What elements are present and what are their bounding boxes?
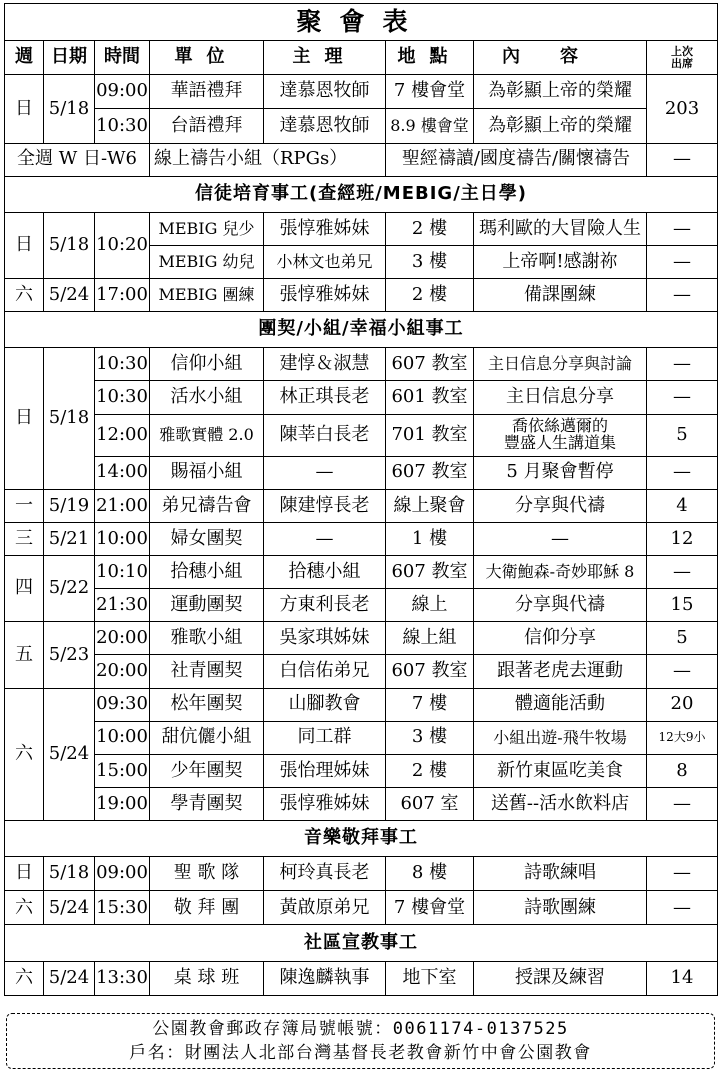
time-cell: 09:00	[95, 857, 150, 891]
unit-cell: 台語禮拜	[150, 109, 264, 143]
attendance-cell: 12大9小	[647, 721, 718, 754]
unit-cell: 少年團契	[150, 754, 264, 787]
host-cell: 同工群	[264, 721, 386, 754]
time-cell: 12:00	[95, 414, 150, 456]
host-cell: 張惇雅姊妹	[264, 279, 386, 312]
host-cell: 山腳教會	[264, 688, 386, 721]
time-cell: 13:30	[95, 961, 150, 995]
host-cell: 達慕恩牧師	[264, 109, 386, 143]
time-cell: 17:00	[95, 279, 150, 312]
table-row	[5, 754, 718, 787]
header-time: 時間	[95, 41, 150, 75]
host-cell: 黃啟原弟兄	[264, 891, 386, 925]
section-heading: 團契/小組/幸福小組事工	[5, 312, 718, 348]
unit-cell: 敬 拜 團	[150, 891, 264, 925]
attendance-cell: 12	[647, 522, 718, 555]
attendance-cell: 15	[647, 589, 718, 622]
attendance-cell: —	[647, 245, 718, 278]
time-cell: 20:00	[95, 655, 150, 688]
table-row	[5, 456, 718, 489]
unit-cell: MEBIG 幼兒	[150, 245, 264, 278]
unit-cell: 線上禱告小組（RPGs）	[150, 143, 386, 176]
attendance-cell: —	[647, 891, 718, 925]
day-cell: 全週 W 日-W6	[5, 143, 150, 176]
unit-cell: MEBIG 團練	[150, 279, 264, 312]
unit-cell: 信仰小組	[150, 348, 264, 381]
table-row	[5, 556, 718, 589]
table-row	[5, 279, 718, 312]
time-cell: 10:30	[95, 381, 150, 414]
place-cell: 2 樓	[386, 212, 474, 245]
host-cell: 建惇＆淑慧	[264, 348, 386, 381]
attendance-cell: —	[647, 212, 718, 245]
unit-cell: 聖 歌 隊	[150, 857, 264, 891]
host-cell: 林正琪長老	[264, 381, 386, 414]
table-row	[5, 381, 718, 414]
header-place: 地點	[386, 41, 474, 75]
content-cell: 備課團練	[474, 279, 647, 312]
content-cell: 跟著老虎去運動	[474, 655, 647, 688]
day-cell: 日	[5, 857, 44, 891]
unit-cell: 華語禮拜	[150, 75, 264, 109]
unit-cell: 活水小組	[150, 381, 264, 414]
attendance-cell: —	[647, 556, 718, 589]
date-cell: 5/24	[44, 688, 95, 821]
time-cell: 10:20	[95, 212, 150, 278]
table-row	[5, 348, 718, 381]
unit-cell: 松年團契	[150, 688, 264, 721]
host-cell: 張惇雅姊妹	[264, 212, 386, 245]
attendance-cell: —	[647, 857, 718, 891]
day-cell: 六	[5, 279, 44, 312]
place-cell: 2 樓	[386, 754, 474, 787]
day-cell: 五	[5, 622, 44, 688]
place-cell: 線上聚會	[386, 489, 474, 522]
place-cell: 線上組	[386, 622, 474, 655]
time-cell: 21:30	[95, 589, 150, 622]
table-row	[5, 75, 718, 109]
day-cell: 一	[5, 489, 44, 522]
table-row	[5, 891, 718, 925]
attendance-cell: 8	[647, 754, 718, 787]
date-cell: 5/22	[44, 556, 95, 622]
host-cell: 吳家琪姊妹	[264, 622, 386, 655]
place-cell: 地下室	[386, 961, 474, 995]
table-row	[5, 143, 718, 176]
section-heading: 信徒培育事工(查經班/MEBIG/主日學)	[5, 176, 718, 212]
content-cell: 新竹東區吃美食	[474, 754, 647, 787]
time-cell: 21:00	[95, 489, 150, 522]
attendance-cell: —	[647, 787, 718, 820]
date-cell: 5/24	[44, 961, 95, 995]
time-cell: 15:00	[95, 754, 150, 787]
place-cell: 線上	[386, 589, 474, 622]
attendance-cell: —	[647, 456, 718, 489]
time-cell: 10:10	[95, 556, 150, 589]
unit-cell: 賜福小組	[150, 456, 264, 489]
place-cell: 607 室	[386, 787, 474, 820]
table-row	[5, 688, 718, 721]
unit-cell: 弟兄禱告會	[150, 489, 264, 522]
host-cell: 張惇雅姊妹	[264, 787, 386, 820]
unit-cell: 運動團契	[150, 589, 264, 622]
section-heading: 音樂敬拜事工	[5, 821, 718, 857]
date-cell: 5/18	[44, 212, 95, 278]
content-cell: 聖經禱讀/國度禱告/關懷禱告	[386, 143, 647, 176]
header-week: 週	[5, 41, 44, 75]
time-cell: 14:00	[95, 456, 150, 489]
account-number-line: 公園教會郵政存簿局號帳號：0061174-0137525	[152, 1019, 569, 1039]
unit-cell: 雅歌小組	[150, 622, 264, 655]
host-cell: 白信佑弟兄	[264, 655, 386, 688]
time-cell: 09:30	[95, 688, 150, 721]
content-cell: 喬依絲邁爾的 豐盛人生講道集	[474, 414, 647, 456]
date-cell: 5/19	[44, 489, 95, 522]
place-cell: 701 教室	[386, 414, 474, 456]
section-heading: 社區宣教事工	[5, 925, 718, 961]
header-row	[5, 41, 718, 75]
table-row	[5, 414, 718, 456]
date-cell: 5/24	[44, 279, 95, 312]
content-cell: 送舊--活水飲料店	[474, 787, 647, 820]
header-unit: 單位	[150, 41, 264, 75]
bank-account-box	[6, 1013, 715, 1069]
unit-cell: 學青團契	[150, 787, 264, 820]
time-cell: 10:00	[95, 721, 150, 754]
attendance-cell: 14	[647, 961, 718, 995]
time-cell: 15:30	[95, 891, 150, 925]
place-cell: 607 教室	[386, 456, 474, 489]
schedule-table	[4, 3, 718, 996]
table-row	[5, 589, 718, 622]
attendance-cell: 5	[647, 622, 718, 655]
day-cell: 日	[5, 212, 44, 278]
unit-cell: 拾穗小組	[150, 556, 264, 589]
place-cell: 1 樓	[386, 522, 474, 555]
attendance-cell: 4	[647, 489, 718, 522]
header-date: 日期	[44, 41, 95, 75]
date-cell: 5/23	[44, 622, 95, 688]
attendance-cell: —	[647, 655, 718, 688]
header-content: 內容	[474, 41, 647, 75]
content-cell: 分享與代禱	[474, 589, 647, 622]
table-row	[5, 622, 718, 655]
attendance-cell: —	[647, 143, 718, 176]
content-cell: 主日信息分享與討論	[474, 348, 647, 381]
date-cell: 5/21	[44, 522, 95, 555]
unit-cell: 社青團契	[150, 655, 264, 688]
place-cell: 607 教室	[386, 655, 474, 688]
attendance-cell: —	[647, 381, 718, 414]
place-cell: 3 樓	[386, 245, 474, 278]
place-cell: 8 樓	[386, 857, 474, 891]
day-cell: 三	[5, 522, 44, 555]
host-cell: 陳建惇長老	[264, 489, 386, 522]
content-cell: 小組出遊-飛牛牧場	[474, 721, 647, 754]
time-cell: 19:00	[95, 787, 150, 820]
host-cell: 小林文也弟兄	[264, 245, 386, 278]
unit-cell: 雅歌實體 2.0	[150, 414, 264, 456]
table-row	[5, 721, 718, 754]
content-cell: 瑪利歐的大冒險人生	[474, 212, 647, 245]
content-cell: 大衛鮑森-奇妙耶穌 8	[474, 556, 647, 589]
host-cell: 張怡理姊妹	[264, 754, 386, 787]
time-cell: 09:00	[95, 75, 150, 109]
table-row	[5, 961, 718, 995]
content-cell: 授課及練習	[474, 961, 647, 995]
account-name-line: 戶名：財團法人北部台灣基督長老教會新竹中會公園教會	[129, 1043, 592, 1063]
table-row	[5, 787, 718, 820]
content-cell: —	[474, 522, 647, 555]
host-cell: 拾穗小組	[264, 556, 386, 589]
header-attendance: 上次 出席	[647, 41, 718, 75]
content-cell: 體適能活動	[474, 688, 647, 721]
place-cell: 8.9 樓會堂	[386, 109, 474, 143]
place-cell: 7 樓	[386, 688, 474, 721]
attendance-cell: 5	[647, 414, 718, 456]
content-cell: 信仰分享	[474, 622, 647, 655]
attendance-cell: 203	[647, 75, 718, 143]
place-cell: 7 樓會堂	[386, 75, 474, 109]
host-cell: —	[264, 456, 386, 489]
time-cell: 10:30	[95, 348, 150, 381]
content-cell: 主日信息分享	[474, 381, 647, 414]
day-cell: 六	[5, 961, 44, 995]
date-cell: 5/24	[44, 891, 95, 925]
content-cell: 分享與代禱	[474, 489, 647, 522]
day-cell: 六	[5, 891, 44, 925]
table-row	[5, 857, 718, 891]
unit-cell: MEBIG 兒少	[150, 212, 264, 245]
unit-cell: 甜伉儷小組	[150, 721, 264, 754]
place-cell: 601 教室	[386, 381, 474, 414]
page-title: 聚會表	[5, 4, 718, 41]
place-cell: 3 樓	[386, 721, 474, 754]
table-row	[5, 109, 718, 143]
host-cell: 方東利長老	[264, 589, 386, 622]
day-cell: 日	[5, 348, 44, 490]
time-cell: 10:30	[95, 109, 150, 143]
place-cell: 607 教室	[386, 556, 474, 589]
day-cell: 日	[5, 75, 44, 143]
content-cell: 詩歌團練	[474, 891, 647, 925]
host-cell: —	[264, 522, 386, 555]
place-cell: 7 樓會堂	[386, 891, 474, 925]
content-cell: 為彰顯上帝的榮耀	[474, 75, 647, 109]
table-row	[5, 489, 718, 522]
host-cell: 柯玲真長老	[264, 857, 386, 891]
unit-cell: 桌 球 班	[150, 961, 264, 995]
day-cell: 四	[5, 556, 44, 622]
day-cell: 六	[5, 688, 44, 821]
content-cell: 上帝啊!感謝祢	[474, 245, 647, 278]
attendance-cell: —	[647, 348, 718, 381]
date-cell: 5/18	[44, 348, 95, 490]
table-row	[5, 522, 718, 555]
unit-cell: 婦女團契	[150, 522, 264, 555]
content-cell: 5 月聚會暫停	[474, 456, 647, 489]
date-cell: 5/18	[44, 857, 95, 891]
header-host: 主理	[264, 41, 386, 75]
host-cell: 陳莘白長老	[264, 414, 386, 456]
host-cell: 陳逸麟執事	[264, 961, 386, 995]
time-cell: 10:00	[95, 522, 150, 555]
table-row	[5, 655, 718, 688]
table-row	[5, 212, 718, 245]
date-cell: 5/18	[44, 75, 95, 143]
place-cell: 2 樓	[386, 279, 474, 312]
content-cell: 詩歌練唱	[474, 857, 647, 891]
attendance-cell: 20	[647, 688, 718, 721]
attendance-cell: —	[647, 279, 718, 312]
time-cell: 20:00	[95, 622, 150, 655]
place-cell: 607 教室	[386, 348, 474, 381]
host-cell: 達慕恩牧師	[264, 75, 386, 109]
content-cell: 為彰顯上帝的榮耀	[474, 109, 647, 143]
